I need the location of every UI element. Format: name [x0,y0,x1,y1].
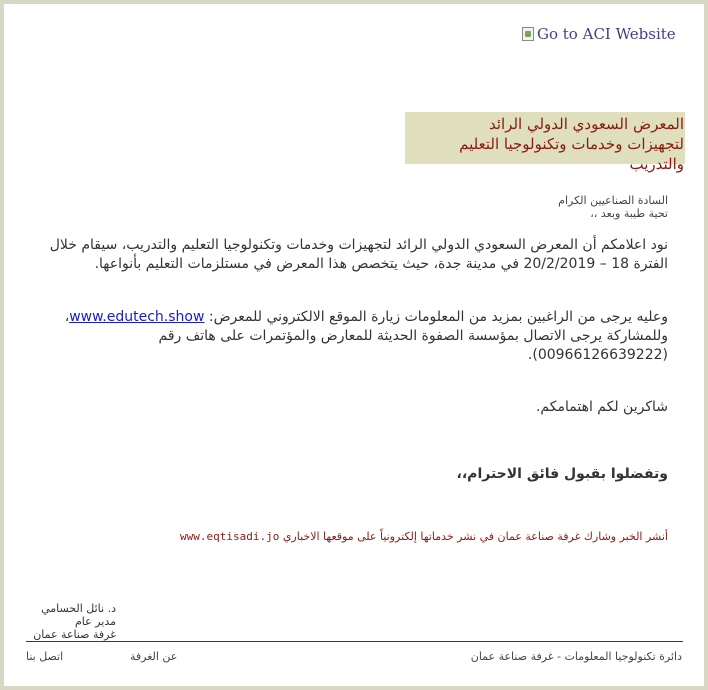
email-page [4,4,704,686]
edutech-link[interactable]: www.edutech.show [69,309,205,325]
share-text: أنشر الخبر وشارك غرفة صناعة عمان في نشر خدماتها إلكترونياً على موقعها الاخباري [279,530,668,543]
signature-block [26,602,116,641]
signature-position: مدير عام [74,615,116,628]
signature-org: غرفة صناعة عمان [33,628,116,641]
aci-website-link[interactable] [522,24,676,44]
greeting [558,194,668,220]
footer-about-link[interactable]: عن الغرفة [130,650,178,663]
share-line [180,530,668,543]
footer-divider [26,641,683,642]
greeting-line-1: السادة الصناعيين الكرام [558,194,668,207]
footer-department: دائرة تكنولوجيا المعلومات - غرفة صناعة عمان [470,650,682,663]
title-line-1: المعرض السعودي الدولي الرائد [488,115,684,133]
signature-name: د. نائل الحسامي [41,602,116,615]
eqtisadi-link[interactable]: www.eqtisadi.jo [179,530,280,543]
greeting-line-2: تحية طيبة وبعد ،، [590,207,668,220]
info-text-after: ، وللمشاركة يرجى الاتصال بمؤسسة الصفوة الحديثة للمعارض والمؤتمرات على هاتف رقم (00966126639222). [64,309,668,363]
broken-image-icon [522,27,534,41]
exhibition-title [394,114,684,174]
announcement-paragraph: نود اعلامكم أن المعرض السعودي الدولي الرائد لتجهيزات وخدمات وتكنولوجيا التعليم والتدريب، سيقام خلال الفترة 18 – 20/2/2019 في مدينة جدة، حيث يتخصص هذا المعرض في مستلزمات التعليم بأنواعها. [49,237,668,272]
footer-contact-link[interactable]: اتصل بنا [26,650,64,663]
info-text-before: وعليه يرجى من الراغبين بمزيد من المعلومات زيارة الموقع الالكتروني للمعرض: [204,309,668,325]
logo-alt-text[interactable]: Go to ACI Website [537,25,676,43]
title-line-3: والتدريب [629,155,684,173]
regards-line: وتفضلوا بقبول فائق الاحترام،، [456,466,668,482]
thanks-line: شاكرين لكم اهتمامكم. [535,399,668,415]
info-paragraph [28,308,668,365]
title-line-2: لتجهيزات وخدمات وتكنولوجيا التعليم [459,135,684,153]
